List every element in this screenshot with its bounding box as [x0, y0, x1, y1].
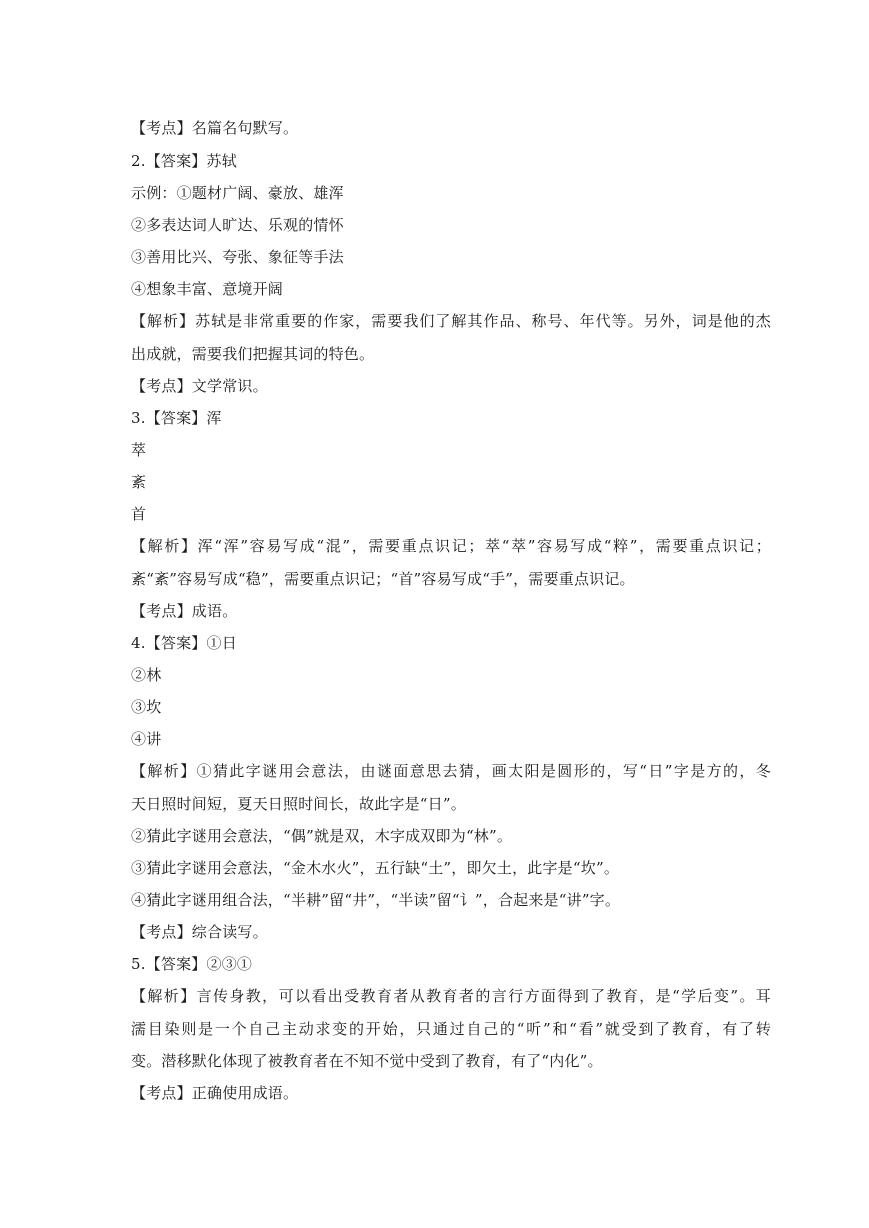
text-line: 5.【答案】②③①: [131, 955, 253, 973]
text-line: 紊“紊”容易写成“稳”，需要重点识记；“首”容易写成“手”，需要重点识记。: [131, 570, 635, 588]
text-line: 【解析】浑“浑”容易写成“混”，需要重点识记；萃“萃”容易写成“粹”，需要重点识记；: [131, 537, 771, 555]
text-line: 3.【答案】浑: [131, 409, 222, 427]
text-line: 4.【答案】①日: [131, 634, 237, 652]
text-line: ③猜此字谜用会意法，“金木水火”，五行缺“土”，即欠土，此字是“坎”。: [131, 859, 620, 877]
text-line: ②猜此字谜用会意法，“偶”就是双，木字成双即为“林”。: [131, 827, 513, 845]
text-line: 【考点】综合读写。: [131, 923, 268, 941]
text-line: 【考点】名篇名句默写。: [131, 119, 299, 137]
text-line: 天日照时间短，夏天日照时间长，故此字是“日”。: [131, 795, 466, 813]
text-line: 变。潜移默化体现了被教育者在不知不觉中受到了教育，有了“内化”。: [131, 1052, 603, 1070]
text-line: ③善用比兴、夸张、象征等手法: [131, 248, 344, 266]
text-line: ②林: [131, 666, 162, 684]
text-line: 萃: [131, 441, 147, 459]
text-line: 【考点】正确使用成语。: [131, 1084, 299, 1102]
text-line: ④猜此字谜用组合法，“半耕”留“井”，“半读”留“讠”，合起来是“讲”字。: [131, 891, 621, 909]
text-line: 【解析】言传身教，可以看出受教育者从教育者的言行方面得到了教育，是“学后变”。耳: [131, 987, 771, 1005]
text-line: 首: [131, 505, 147, 523]
text-line: ③坎: [131, 698, 162, 716]
text-line: 出成就，需要我们把握其词的特色。: [131, 345, 375, 363]
text-line: ④想象丰富、意境开阔: [131, 280, 284, 298]
text-line: 紊: [131, 473, 147, 491]
text-line: ④讲: [131, 730, 162, 748]
text-line: 濡目染则是一个自己主动求变的开始，只通过自己的“听”和“看”就受到了教育，有了转: [131, 1020, 771, 1038]
text-line: 【考点】成语。: [131, 602, 238, 620]
text-line: 2.【答案】苏轼: [131, 152, 237, 170]
text-line: 【解析】①猜此字谜用会意法，由谜面意思去猜，画太阳是圆形的，写“日”字是方的，冬: [131, 762, 771, 780]
text-line: 【考点】文学常识。: [131, 377, 268, 395]
text-line: 【解析】苏轼是非常重要的作家，需要我们了解其作品、称号、年代等。另外，词是他的杰: [131, 312, 771, 330]
text-line: 示例：①题材广阔、豪放、雄浑: [131, 184, 344, 202]
text-line: ②多表达词人旷达、乐观的情怀: [131, 216, 344, 234]
